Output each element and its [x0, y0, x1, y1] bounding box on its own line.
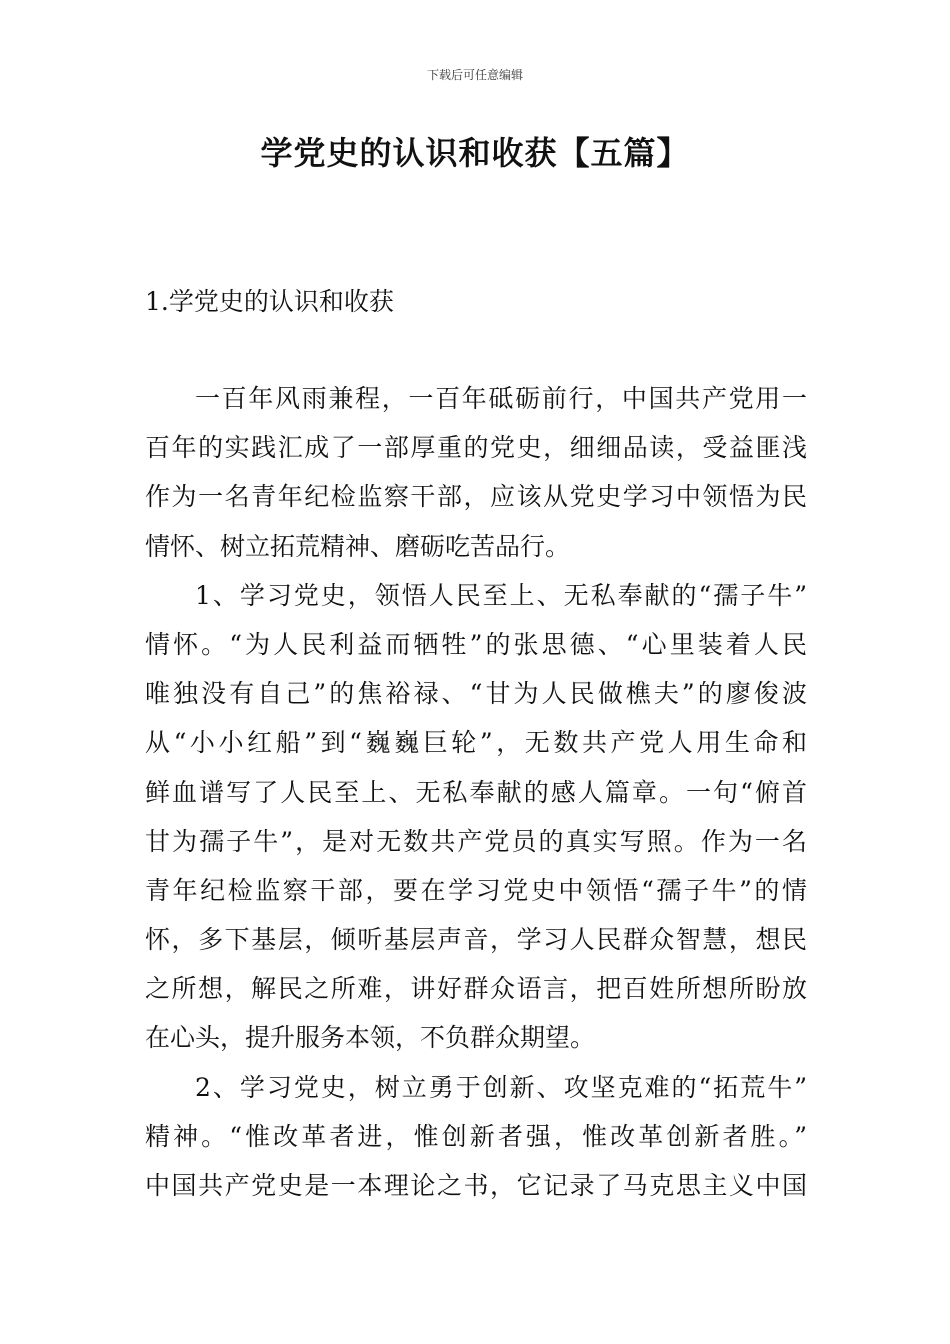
- text-line: 之所想，解民之所难，讲好群众语言，把百姓所想所盼放: [145, 974, 807, 1004]
- text-line: 从“小小红船”到“巍巍巨轮”，无数共产党人用生命和: [145, 728, 807, 758]
- text-line: 1、学习党史，领悟人民至上、无私奉献的“孺子牛”: [195, 580, 807, 610]
- text-line: 2、学习党史，树立勇于创新、攻坚克难的“拓荒牛”: [195, 1072, 807, 1102]
- text-line: 百年的实践汇成了一部厚重的党史，细细品读，受益匪浅: [145, 433, 807, 463]
- section-heading: 1.学党史的认识和收获: [145, 287, 394, 316]
- text-line: 情怀。“为人民利益而牺牲”的张思德、“心里装着人民: [145, 629, 807, 659]
- text-line: 精神。“惟改革者进，惟创新者强，惟改革创新者胜。”: [145, 1121, 807, 1151]
- text-line: 青年纪检监察干部，要在学习党史中领悟“孺子牛”的情: [145, 875, 807, 905]
- text-line: 情怀、树立拓荒精神、磨砺吃苦品行。: [145, 531, 571, 561]
- text-line: 中国共产党史是一本理论之书，它记录了马克思主义中国: [145, 1171, 807, 1200]
- text-line: 一百年风雨兼程，一百年砥砺前行，中国共产党用一: [195, 384, 807, 413]
- text-line: 怀，多下基层，倾听基层声音，学习人民群众智慧，想民: [145, 925, 807, 955]
- text-line: 唯独没有自己”的焦裕禄、“甘为人民做樵夫”的廖俊波: [145, 679, 807, 709]
- text-line: 在心头，提升服务本领，不负群众期望。: [145, 1023, 596, 1053]
- document-title: 学党史的认识和收获【五篇】: [260, 134, 690, 172]
- text-line: 作为一名青年纪检监察干部，应该从党史学习中领悟为民: [145, 482, 807, 512]
- body-text: [145, 374, 807, 1210]
- text-line: 甘为孺子牛”，是对无数共产党员的真实写照。作为一名: [145, 826, 807, 856]
- header-note: 下载后可任意编辑: [426, 68, 523, 82]
- text-line: 鲜血谱写了人民至上、无私奉献的感人篇章。一句“俯首: [145, 777, 807, 807]
